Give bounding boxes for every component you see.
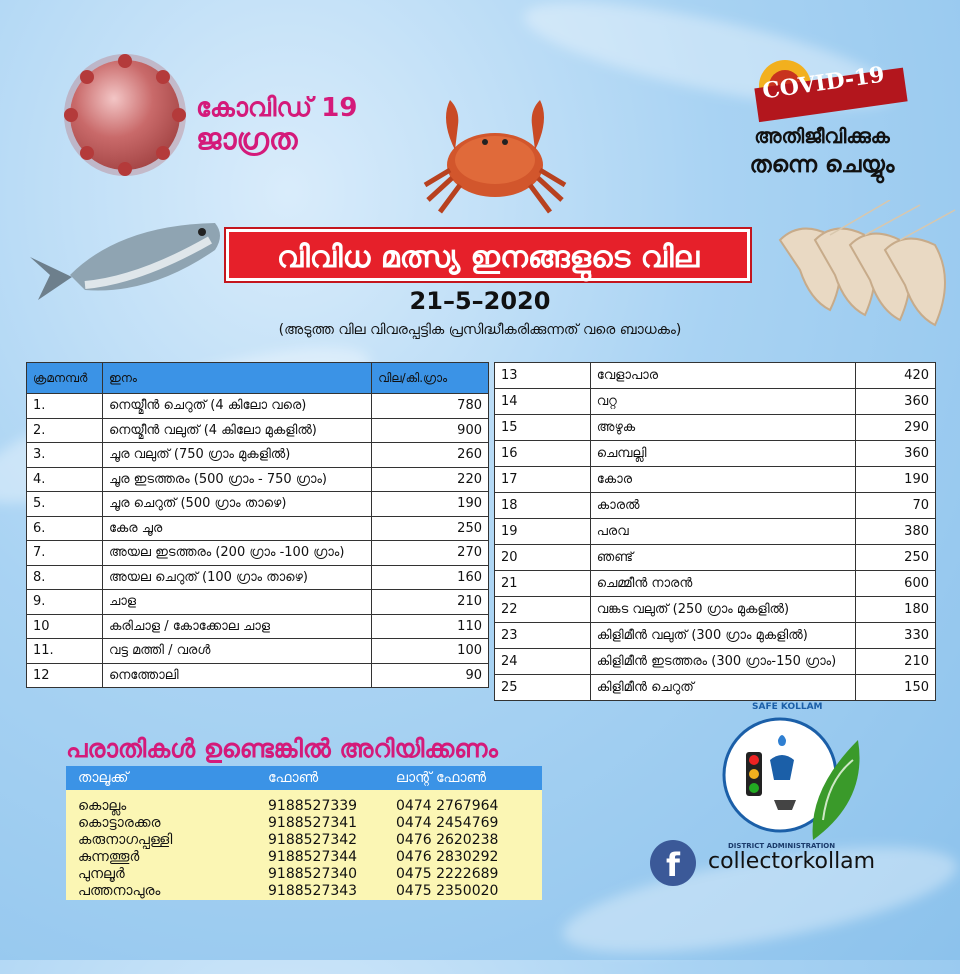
price-list-date: 21–5–2020 — [409, 287, 551, 315]
item-cell: ചെമ്പല്ലി — [590, 441, 855, 467]
column-header-phone: ഫോൺ — [256, 766, 384, 790]
price-row — [495, 675, 936, 701]
price-cell: 150 — [856, 675, 936, 701]
price-cell: 900 — [372, 418, 489, 443]
price-row — [27, 492, 489, 517]
price-cell: 250 — [856, 545, 936, 571]
item-cell: കിളിമീൻ ഇടത്തരം (300 ഗ്രാം-150 ഗ്രാം) — [590, 649, 855, 675]
contact-row — [66, 883, 542, 900]
item-cell: വങ്കട വലുത് (250 ഗ്രാം മുകളിൽ) — [590, 597, 855, 623]
crab-icon — [420, 90, 570, 220]
price-cell: 290 — [856, 415, 936, 441]
item-cell: കോര — [590, 467, 855, 493]
contact-table-header — [66, 766, 542, 790]
price-row — [495, 493, 936, 519]
price-cell: 780 — [372, 394, 489, 419]
complaints-heading: പരാതികൾ ഉണ്ടെങ്കിൽ അറിയിക്കണം — [66, 734, 498, 763]
column-header-serial: ക്രമനമ്പർ — [27, 363, 103, 394]
item-cell: വറ്റ — [590, 389, 855, 415]
covid-alert-heading — [196, 92, 357, 156]
item-cell: നെയ്മീൻ വലുത് (4 കിലോ മുകളിൽ) — [102, 418, 371, 443]
price-cell: 220 — [372, 467, 489, 492]
price-row — [27, 614, 489, 639]
serial-cell: 14 — [495, 389, 591, 415]
taluk-cell: കൊട്ടാരക്കര — [78, 815, 161, 831]
item-cell: വേളാപാര — [590, 363, 855, 389]
item-cell: ചൂര ചെറുത് (500 ഗ്രാം താഴെ) — [102, 492, 371, 517]
price-row — [495, 519, 936, 545]
column-header-taluk: താലൂക്ക് — [66, 766, 256, 790]
serial-cell: 18 — [495, 493, 591, 519]
price-cell: 380 — [856, 519, 936, 545]
item-cell: കിളിമീൻ ചെറുത് — [590, 675, 855, 701]
serial-cell: 9. — [27, 590, 103, 615]
serial-cell: 23 — [495, 623, 591, 649]
price-row — [495, 597, 936, 623]
price-cell: 100 — [372, 639, 489, 664]
phone-cell[interactable]: 9188527341 — [268, 815, 358, 831]
covid-badge-label: COVID-19 — [760, 61, 887, 105]
landline-cell[interactable]: 0474 2767964 — [396, 798, 499, 814]
price-row — [27, 394, 489, 419]
price-cell: 210 — [372, 590, 489, 615]
contact-row — [66, 849, 542, 866]
serial-cell: 8. — [27, 565, 103, 590]
price-row — [27, 590, 489, 615]
badge-slogan-line2: തന്നെ ചെയ്യും — [749, 152, 895, 178]
item-cell: കേര ചൂര — [102, 516, 371, 541]
taluk-cell: കുന്നത്തൂർ — [78, 849, 140, 865]
price-row — [27, 443, 489, 468]
item-cell: നെത്തോലി — [102, 663, 371, 688]
item-cell: കാരൽ — [590, 493, 855, 519]
item-cell: ഞണ്ട് — [590, 545, 855, 571]
landline-cell[interactable]: 0475 2350020 — [396, 883, 499, 899]
price-cell: 250 — [372, 516, 489, 541]
price-table-right — [494, 362, 936, 701]
serial-cell: 1. — [27, 394, 103, 419]
coronavirus-icon — [70, 60, 180, 170]
contact-row — [66, 832, 542, 849]
price-cell: 190 — [372, 492, 489, 517]
item-cell: പരവ — [590, 519, 855, 545]
price-row — [27, 541, 489, 566]
landline-cell[interactable]: 0474 2454769 — [396, 815, 499, 831]
contact-row — [66, 790, 542, 815]
price-list-title: വിവിധ മത്സ്യ ഇനങ്ങളുടെ വില — [226, 229, 750, 281]
taluk-cell: പുനലൂർ — [78, 866, 125, 882]
price-table-left — [26, 362, 489, 688]
price-row — [27, 639, 489, 664]
item-cell: ചാള — [102, 590, 371, 615]
item-cell: ചൂര ഇടത്തരം (500 ഗ്രാം - 750 ഗ്രാം) — [102, 467, 371, 492]
serial-cell: 5. — [27, 492, 103, 517]
item-cell: ചെമ്മീൻ നാരൻ — [590, 571, 855, 597]
price-cell: 190 — [856, 467, 936, 493]
column-header-landline: ലാന്റ് ഫോൺ — [384, 766, 542, 790]
price-row — [495, 571, 936, 597]
price-row — [27, 565, 489, 590]
serial-cell: 3. — [27, 443, 103, 468]
phone-cell[interactable]: 9188527344 — [268, 849, 358, 865]
logo-bottom-text: DISTRICT ADMINISTRATION — [728, 842, 836, 850]
facebook-icon[interactable]: f — [650, 840, 696, 886]
price-cell: 160 — [372, 565, 489, 590]
phone-cell[interactable]: 9188527342 — [268, 832, 358, 848]
serial-cell: 21 — [495, 571, 591, 597]
safe-kollam-logo — [718, 700, 868, 850]
price-cell: 360 — [856, 441, 936, 467]
item-cell: കരിചാള / കോക്കോല ചാള — [102, 614, 371, 639]
item-cell: നെയ്മീൻ ചെറുത് (4 കിലോ വരെ) — [102, 394, 371, 419]
item-cell: കിളിമീൻ വലുത് (300 ഗ്രാം മുകളിൽ) — [590, 623, 855, 649]
covid-alert-line1: കോവിഡ് 19 — [196, 93, 358, 123]
validity-note: (അടുത്ത വില വിവരപ്പട്ടിക പ്രസിദ്ധീകരിക്കുന്നത് വരെ ബാധകം) — [278, 322, 682, 338]
price-cell: 600 — [856, 571, 936, 597]
price-cell: 210 — [856, 649, 936, 675]
serial-cell: 19 — [495, 519, 591, 545]
price-row — [495, 623, 936, 649]
price-cell: 70 — [856, 493, 936, 519]
price-cell: 110 — [372, 614, 489, 639]
contact-table — [66, 766, 542, 900]
taluk-cell: കൊല്ലം — [78, 798, 127, 814]
price-row — [495, 363, 936, 389]
serial-cell: 24 — [495, 649, 591, 675]
phone-cell[interactable]: 9188527340 — [268, 866, 358, 882]
serial-cell: 16 — [495, 441, 591, 467]
column-header-item: ഇനം — [102, 363, 371, 394]
landline-cell[interactable]: 0475 2222689 — [396, 866, 499, 882]
serial-cell: 25 — [495, 675, 591, 701]
contact-row — [66, 815, 542, 832]
phone-cell[interactable]: 9188527339 — [268, 798, 358, 814]
serial-cell: 11. — [27, 639, 103, 664]
price-row — [27, 467, 489, 492]
taluk-cell: പത്തനാപുരം — [78, 883, 161, 899]
price-cell: 260 — [372, 443, 489, 468]
serial-cell: 20 — [495, 545, 591, 571]
price-row — [27, 516, 489, 541]
serial-cell: 12 — [27, 663, 103, 688]
item-cell: അയല ഇടത്തരം (200 ഗ്രാം -100 ഗ്രാം) — [102, 541, 371, 566]
price-cell: 90 — [372, 663, 489, 688]
price-row — [495, 415, 936, 441]
landline-cell[interactable]: 0476 2830292 — [396, 849, 499, 865]
price-cell: 270 — [372, 541, 489, 566]
taluk-cell: കരുനാഗപ്പള്ളി — [78, 832, 173, 848]
covid-alert-line2: ജാഗ്രത — [196, 122, 298, 157]
phone-cell[interactable]: 9188527343 — [268, 883, 358, 899]
shrimp-icon — [770, 200, 960, 340]
serial-cell: 7. — [27, 541, 103, 566]
price-cell: 330 — [856, 623, 936, 649]
serial-cell: 15 — [495, 415, 591, 441]
price-row — [495, 389, 936, 415]
serial-cell: 17 — [495, 467, 591, 493]
price-cell: 360 — [856, 389, 936, 415]
column-header-price: വില/കി.ഗ്രാം — [372, 363, 489, 394]
price-row — [495, 441, 936, 467]
serial-cell: 6. — [27, 516, 103, 541]
badge-slogan-line1: അതിജീവിക്കുക — [754, 124, 890, 148]
price-cell: 180 — [856, 597, 936, 623]
covid-badge-slogan — [722, 124, 922, 178]
facebook-handle[interactable]: collectorkollam — [708, 849, 876, 874]
serial-cell: 4. — [27, 467, 103, 492]
price-table-header — [27, 363, 489, 394]
serial-cell: 10 — [27, 614, 103, 639]
landline-cell[interactable]: 0476 2620238 — [396, 832, 499, 848]
contact-row — [66, 866, 542, 883]
item-cell: ചൂര വലുത് (750 ഗ്രാം മുകളിൽ) — [102, 443, 371, 468]
price-row — [495, 649, 936, 675]
serial-cell: 22 — [495, 597, 591, 623]
item-cell: വട്ട മത്തി / വരൾ — [102, 639, 371, 664]
serial-cell: 13 — [495, 363, 591, 389]
price-row — [495, 467, 936, 493]
item-cell: അഴുക — [590, 415, 855, 441]
logo-top-text: SAFE KOLLAM — [752, 702, 823, 712]
price-row — [27, 418, 489, 443]
price-row — [495, 545, 936, 571]
price-cell: 420 — [856, 363, 936, 389]
serial-cell: 2. — [27, 418, 103, 443]
item-cell: അയല ചെറുത് (100 ഗ്രാം താഴെ) — [102, 565, 371, 590]
price-row — [27, 663, 489, 688]
